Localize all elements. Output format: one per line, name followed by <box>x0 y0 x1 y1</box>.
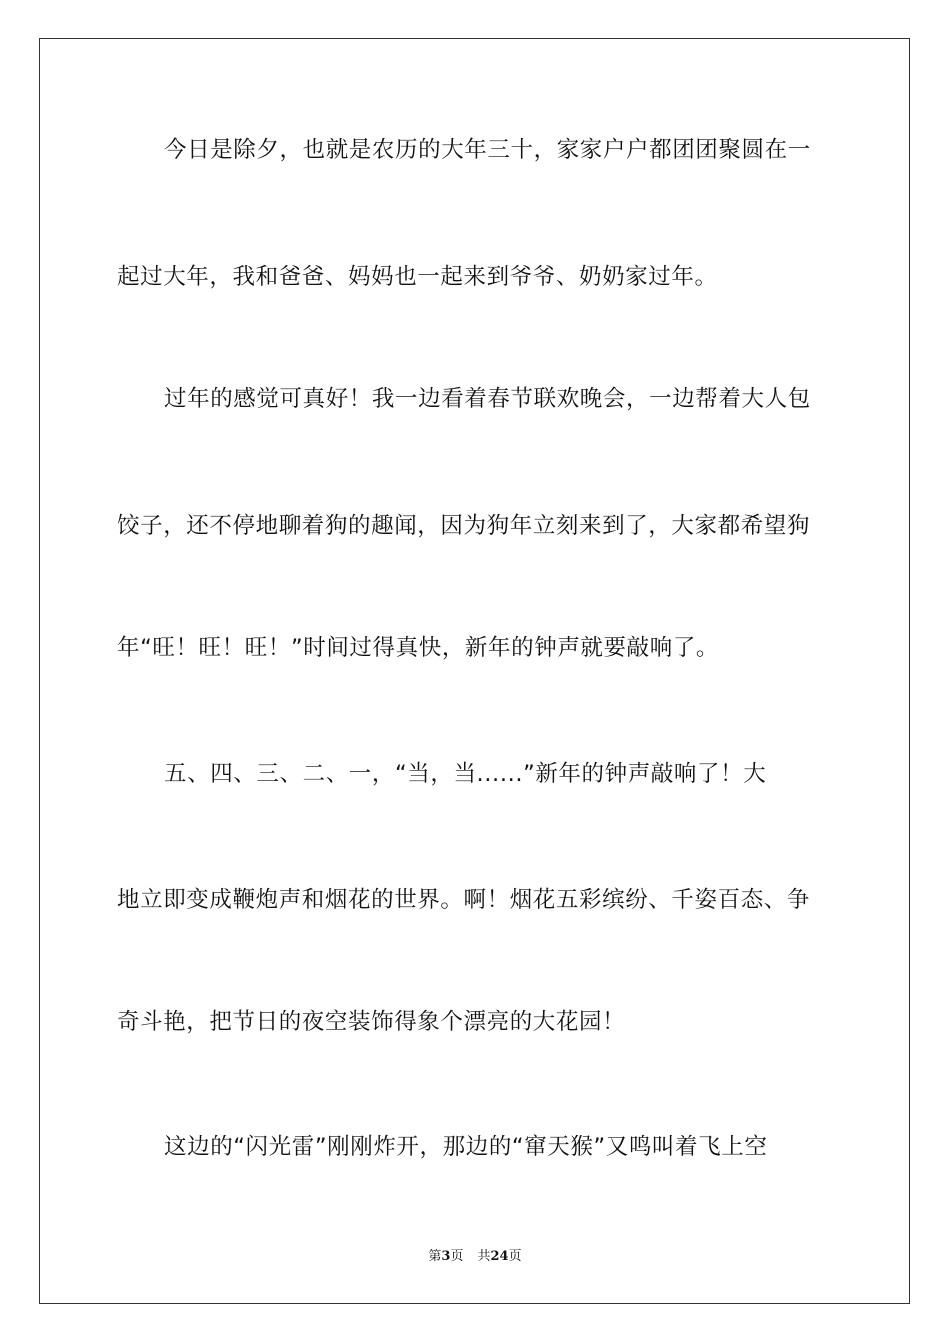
paragraph-2-line-2: 饺子，还不停地聊着狗的趣闻，因为狗年立刻来到了，大家都希望狗 <box>117 513 811 539</box>
paragraph-2-line-1: 过年的感觉可真好！我一边看着春节联欢晚会，一边帮着大人包 <box>164 386 811 412</box>
page-suffix: 页 <box>450 1249 464 1264</box>
total-pages: 24 <box>490 1249 509 1264</box>
page-number: 3 <box>441 1249 451 1264</box>
page-border <box>39 38 910 1304</box>
total-prefix: 共 <box>477 1249 491 1264</box>
total-suffix: 页 <box>508 1249 522 1264</box>
page-prefix: 第 <box>428 1249 442 1264</box>
page-footer <box>0 1249 950 1265</box>
paragraph-2-line-3: 年“旺！旺！旺！”时间过得真快，新年的钟声就要敲响了。 <box>117 635 720 661</box>
paragraph-3-line-3: 奇斗艳，把节日的夜空装饰得象个漂亮的大花园！ <box>117 1009 626 1035</box>
paragraph-3-line-1: 五、四、三、二、一，“当，当......”新年的钟声敲响了！大 <box>164 761 767 787</box>
paragraph-3-line-2: 地立即变成鞭炮声和烟花的世界。啊！烟花五彩缤纷、千姿百态、争 <box>117 887 811 913</box>
paragraph-1-line-1: 今日是除夕，也就是农历的大年三十，家家户户都团团聚圆在一 <box>164 137 811 163</box>
paragraph-1-line-2: 起过大年，我和爸爸、妈妈也一起来到爷爷、奶奶家过年。 <box>117 264 718 290</box>
paragraph-4-line-1: 这边的“闪光雷”刚刚炸开，那边的“窜天猴”又鸣叫着飞上空 <box>164 1134 768 1160</box>
